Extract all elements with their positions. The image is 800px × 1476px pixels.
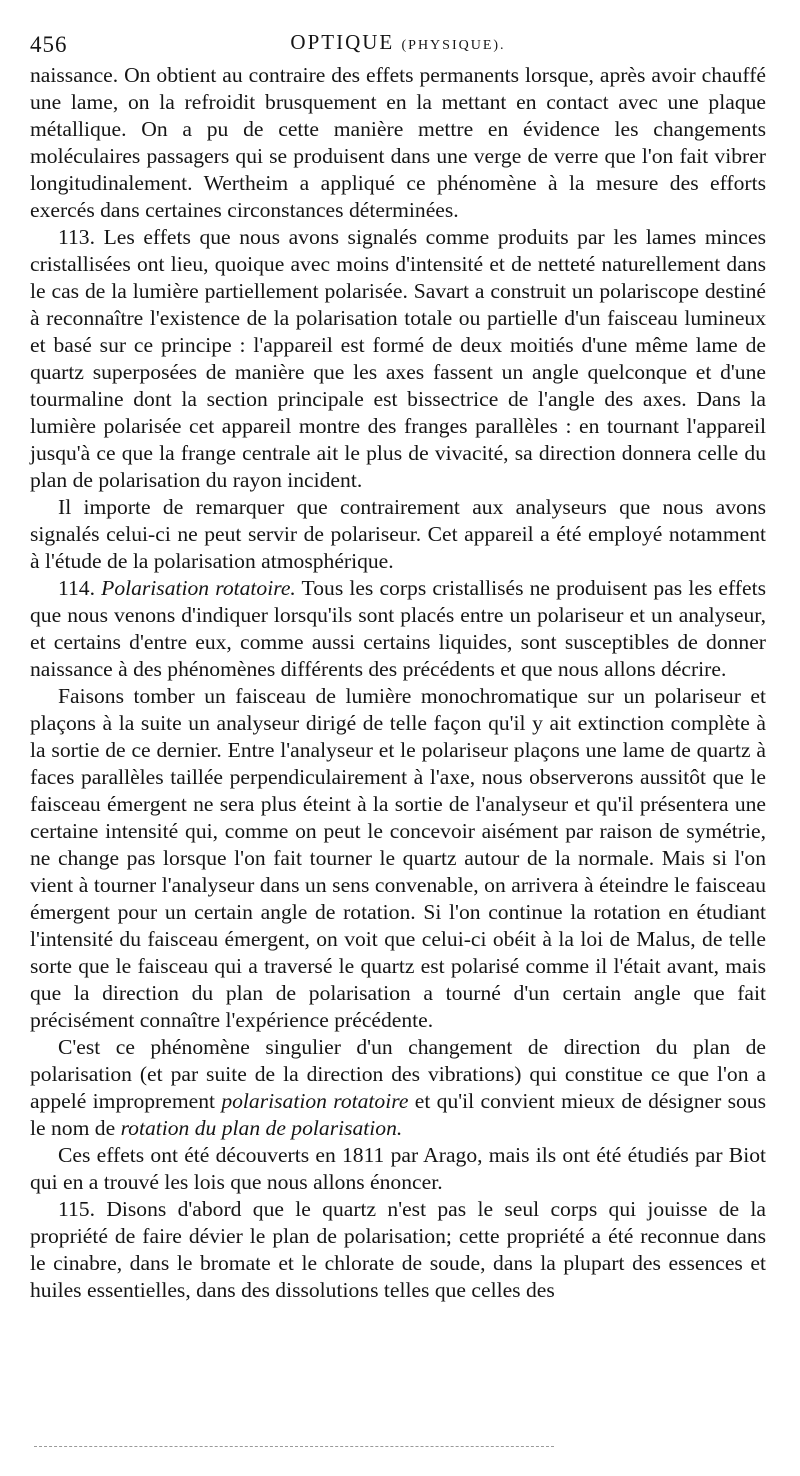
running-title: [30, 30, 766, 55]
paragraph-section-113: [30, 224, 766, 494]
emphasis: rotation du plan de polarisation.: [120, 1116, 403, 1140]
emphasis: polarisation rotatoire: [221, 1089, 409, 1113]
paragraph: Il importe de remarquer que contrairement aux analyseurs que nous avons signalés celui-ci ne peut servir de polariseur. Cet appareil a été employé notamment à l'étude de la polarisation atmosphérique.: [30, 495, 766, 573]
paragraph: Ces effets ont été découverts en 1811 par Arago, mais ils ont été étudiés par Biot qui en a trouvé les lois que nous allons énoncer.: [30, 1143, 766, 1194]
paragraph-section-114: [30, 575, 766, 683]
paragraph: Faisons tomber un faisceau de lumière monochromatique sur un polariseur et plaçons à la suite un analyseur dirigé de telle façon qu'il y ait extinction complète à la sortie de ce dernier. Entre l'analyseur et le polariseur plaçons une lame de quartz à faces parallèles taillée perpendiculairement à l'axe, nous observerons aussitôt que le faisceau émergent ne sera plus éteint à la sortie de l'analyseur et qu'il présentera une certaine intensité qui, comme on peut le concevoir aisément par raison de symétrie, ne change pas lorsque l'on fait tourner le quartz autour de la normale. Mais si l'on vient à tourner l'analyseur dans un sens convenable, on arrivera à éteindre le faisceau émergent pour un certain angle de rotation. Si l'on continue la rotation en étudiant l'intensité du faisceau émergent, on voit que celui-ci obéit à la loi de Malus, de telle sorte que le faisceau qui a traversé le quartz est polarisé comme il l'était avant, mais que la direction du plan de polarisation a tourné d'un certain angle que fait précisément connaître l'expérience précédente.: [30, 684, 766, 1032]
paragraph-text: Disons d'abord que le quartz n'est pas le seul corps qui jouisse de la propriété de faire dévier le plan de polarisation; cette propriété a été reconnue dans le cinabre, dans le bromate et le chlorate de soude, dans la plupart des essences et huiles essentielles, dans des dissolutions telles que celles des: [30, 1197, 766, 1302]
page: [30, 20, 766, 1304]
footer-rule: [34, 1446, 554, 1447]
running-header: [30, 20, 766, 62]
running-title-sub: (PHYSIQUE).: [401, 38, 506, 53]
section-title: Polarisation rotatoire.: [101, 576, 296, 600]
paragraph-section-115: [30, 1196, 766, 1304]
paragraph-continuation: naissance. On obtient au contraire des effets permanents lorsque, après avoir chauffé une lame, on la refroidit brusquement en la mettant en contact avec une plaque métallique. On a pu de cette manière mettre en évidence les changements moléculaires passagers qui se produisent dans une verge de verre que l'on fait vibrer longitudinalement. Wertheim a appliqué ce phénomène à la mesure des efforts exercés dans certaines circonstances déterminées.: [30, 63, 766, 222]
paragraph-text: C'est ce phénomène singulier d'un changement de direction du plan de polarisation (et par suite de la direction des vibrations) qui constitue ce que l'on a appelé improprement: [30, 1035, 766, 1113]
section-number: 113.: [58, 225, 95, 249]
section-number: 114.: [58, 576, 95, 600]
section-number: 115.: [58, 1197, 95, 1221]
running-title-main: OPTIQUE: [290, 30, 395, 54]
paragraph-text: Les effets que nous avons signalés comme produits par les lames minces cristallisées ont lieu, quoique avec moins d'intensité et de netteté naturellement dans le cas de la lumière partiellement polarisée. Savart a construit un polariscope destiné à reconnaître l'existence de la polarisation totale ou partielle d'un faisceau lumineux et basé sur ce principe : l'appareil est formé de deux moitiés d'une même lame de quartz superposées de manière que les axes fassent un angle quelconque et d'une tourmaline dont la section principale est bissectrice de l'angle des axes. Dans la lumière polarisée cet appareil montre des franges parallèles : en tournant l'appareil jusqu'à ce que la frange centrale ait le plus de vivacité, sa direction donnera celle du plan de polarisation du rayon incident.: [30, 225, 766, 492]
page-number: 456: [30, 32, 68, 57]
paragraph-text: et qu'il convient mieux de désigner sous le nom de: [30, 1089, 766, 1140]
paragraph: [30, 1034, 766, 1142]
paragraph-text: Tous les corps cristallisés ne produisent pas les effets que nous venons d'indiquer lorsqu'ils sont placés entre un polariseur et un analyseur, et certains d'entre eux, comme aussi certains liquides, sont susceptibles de donner naissance à des phénomènes différents des précédents et que nous allons décrire.: [30, 576, 766, 681]
body-text: [30, 62, 766, 1304]
